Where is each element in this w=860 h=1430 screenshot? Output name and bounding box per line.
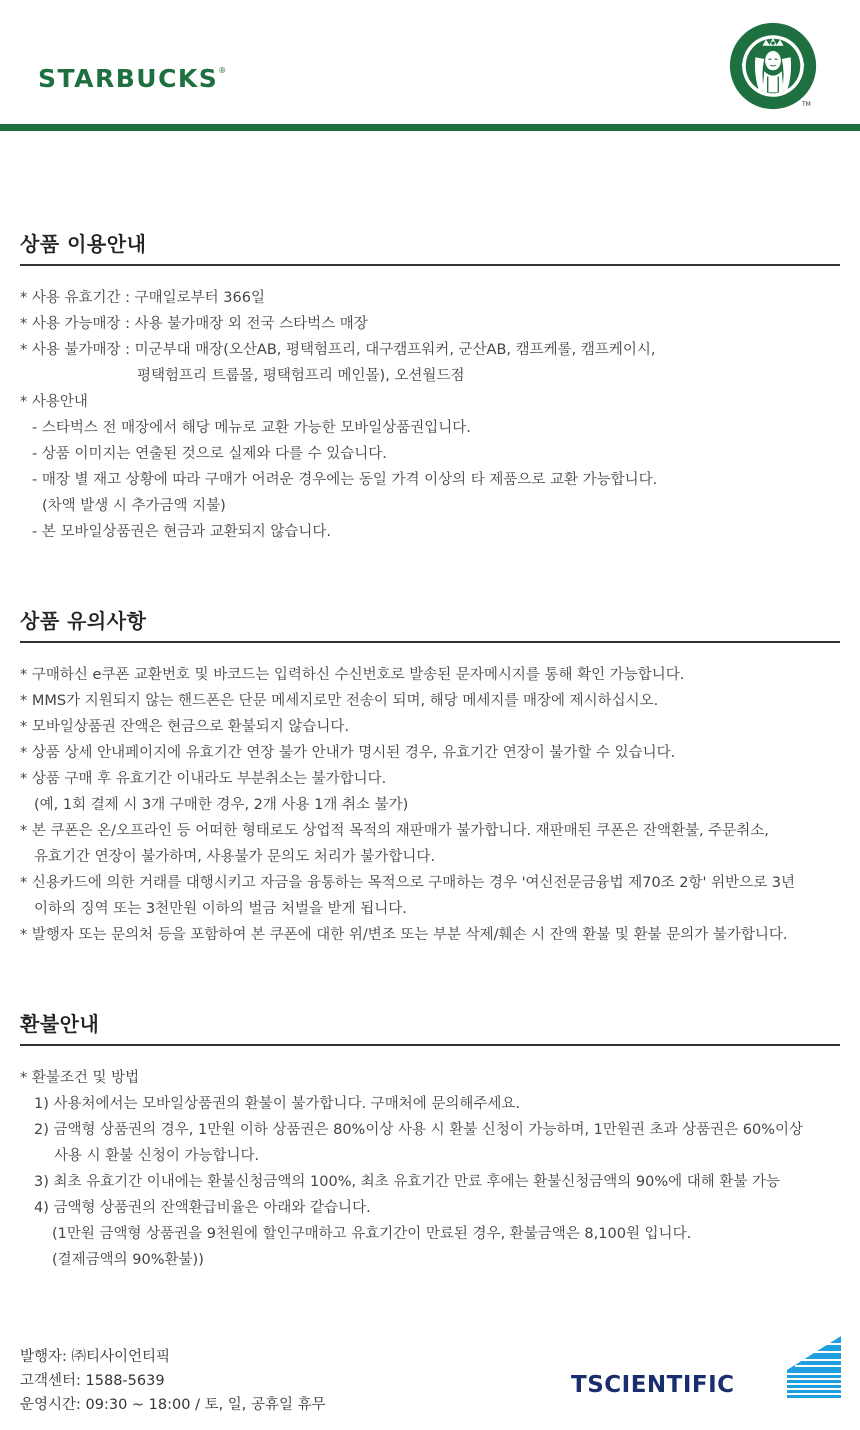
usage-line: - 스타벅스 전 매장에서 해당 메뉴로 교환 가능한 모바일상품권입니다. [32, 420, 471, 436]
starbucks-wordmark: STARBUCKS® [38, 64, 227, 93]
caution-line: * 구매하신 e쿠폰 교환번호 및 바코드는 입력하신 수신번호로 발송된 문자메시지를 통해 확인 가능합니다. [20, 667, 685, 683]
usage-line: - 상품 이미지는 연출된 것으로 실제와 다를 수 있습니다. [32, 446, 387, 462]
trademark-label: TM [802, 101, 811, 108]
refund-line: 1) 사용처에서는 모바일상품권의 환불이 불가합니다. 구매처에 문의해주세요. [34, 1096, 520, 1112]
caution-line: * 신용카드에 의한 거래를 대행시키고 자금을 융통하는 목적으로 구매하는 경우 '여신전문금융법 제70조 2항' 위반으로 3년 [20, 875, 795, 891]
refund-line: 3) 최초 유효기간 이내에는 환불신청금액의 100%, 최초 유효기간 만료 후에는 환불신청금액의 90%에 대해 환불 가능 [34, 1174, 780, 1190]
section-title-caution: 상품 유의사항 [20, 605, 840, 643]
section-title-refund: 환불안내 [20, 1008, 840, 1046]
refund-line: * 환불조건 및 방법 [20, 1070, 140, 1086]
publisher-info: 발행자: ㈜티사이언티픽 [20, 1349, 171, 1365]
tscientific-logo-icon [787, 1336, 841, 1398]
usage-line: - 매장 별 재고 상황에 따라 구매가 어려운 경우에는 동일 가격 이상의 타 제품으로 교환 가능합니다. [32, 472, 658, 488]
usage-line: (차액 발생 시 추가금액 지불) [42, 498, 226, 514]
starbucks-siren-logo-icon [729, 22, 817, 110]
usage-line: * 사용안내 [20, 394, 88, 410]
caution-line: * 본 쿠폰은 온/오프라인 등 어떠한 형태로도 상업적 목적의 재판매가 불가합니다. 재판매된 쿠폰은 잔액환불, 주문취소, [20, 823, 769, 839]
refund-line: (결제금액의 90%환불)) [52, 1252, 204, 1268]
header [0, 0, 860, 124]
usage-line: * 사용 유효기간 : 구매일로부터 366일 [20, 290, 265, 306]
caution-line: * MMS가 지원되지 않는 핸드폰은 단문 메세지로만 전송이 되며, 해당 메세지를 매장에 제시하십시오. [20, 693, 659, 709]
usage-line: * 사용 가능매장 : 사용 불가매장 외 전국 스타벅스 매장 [20, 316, 368, 332]
caution-line: * 상품 구매 후 유효기간 이내라도 부분취소는 불가합니다. [20, 771, 387, 787]
operating-hours-info: 운영시간: 09:30 ~ 18:00 / 토, 일, 공휴일 휴무 [20, 1397, 326, 1413]
refund-line: (1만원 금액형 상품권을 9천원에 할인구매하고 유효기간이 만료된 경우, 환불금액은 8,100원 입니다. [52, 1226, 692, 1242]
header-divider [0, 124, 860, 131]
caution-line: * 발행자 또는 문의처 등을 포함하여 본 쿠폰에 대한 위/변조 또는 부분 삭제/훼손 시 잔액 환불 및 환불 문의가 불가합니다. [20, 927, 788, 943]
caution-line: * 상품 상세 안내페이지에 유효기간 연장 불가 안내가 명시된 경우, 유효기간 연장이 불가할 수 있습니다. [20, 745, 676, 761]
usage-line: - 본 모바일상품권은 현금과 교환되지 않습니다. [32, 524, 332, 540]
section-title-usage: 상품 이용안내 [20, 228, 840, 266]
refund-line: 4) 금액형 상품권의 잔액환급비율은 아래와 같습니다. [34, 1200, 371, 1216]
customer-center-info: 고객센터: 1588-5639 [20, 1373, 165, 1389]
refund-line: 사용 시 환불 신청이 가능합니다. [54, 1148, 260, 1164]
usage-line: * 사용 불가매장 : 미군부대 매장(오산AB, 평택험프리, 대구캠프워커, 군산AB, 캠프케롤, 캠프케이시, [20, 342, 656, 358]
tscientific-logo-text: TSCIENTIFIC [571, 1372, 735, 1398]
caution-line: (예, 1회 결제 시 3개 구매한 경우, 2개 사용 1개 취소 불가) [34, 797, 409, 813]
usage-line: 평택험프리 트룹몰, 평택험프리 메인몰), 오션월드점 [137, 368, 465, 384]
caution-line: 유효기간 연장이 불가하며, 사용불가 문의도 처리가 불가합니다. [34, 849, 436, 865]
caution-line: 이하의 징역 또는 3천만원 이하의 벌금 처벌을 받게 됩니다. [34, 901, 407, 917]
refund-line: 2) 금액형 상품권의 경우, 1만원 이하 상품권은 80%이상 사용 시 환불 신청이 가능하며, 1만원권 초과 상품권은 60%이상 [34, 1122, 804, 1138]
caution-line: * 모바일상품권 잔액은 현금으로 환불되지 않습니다. [20, 719, 350, 735]
